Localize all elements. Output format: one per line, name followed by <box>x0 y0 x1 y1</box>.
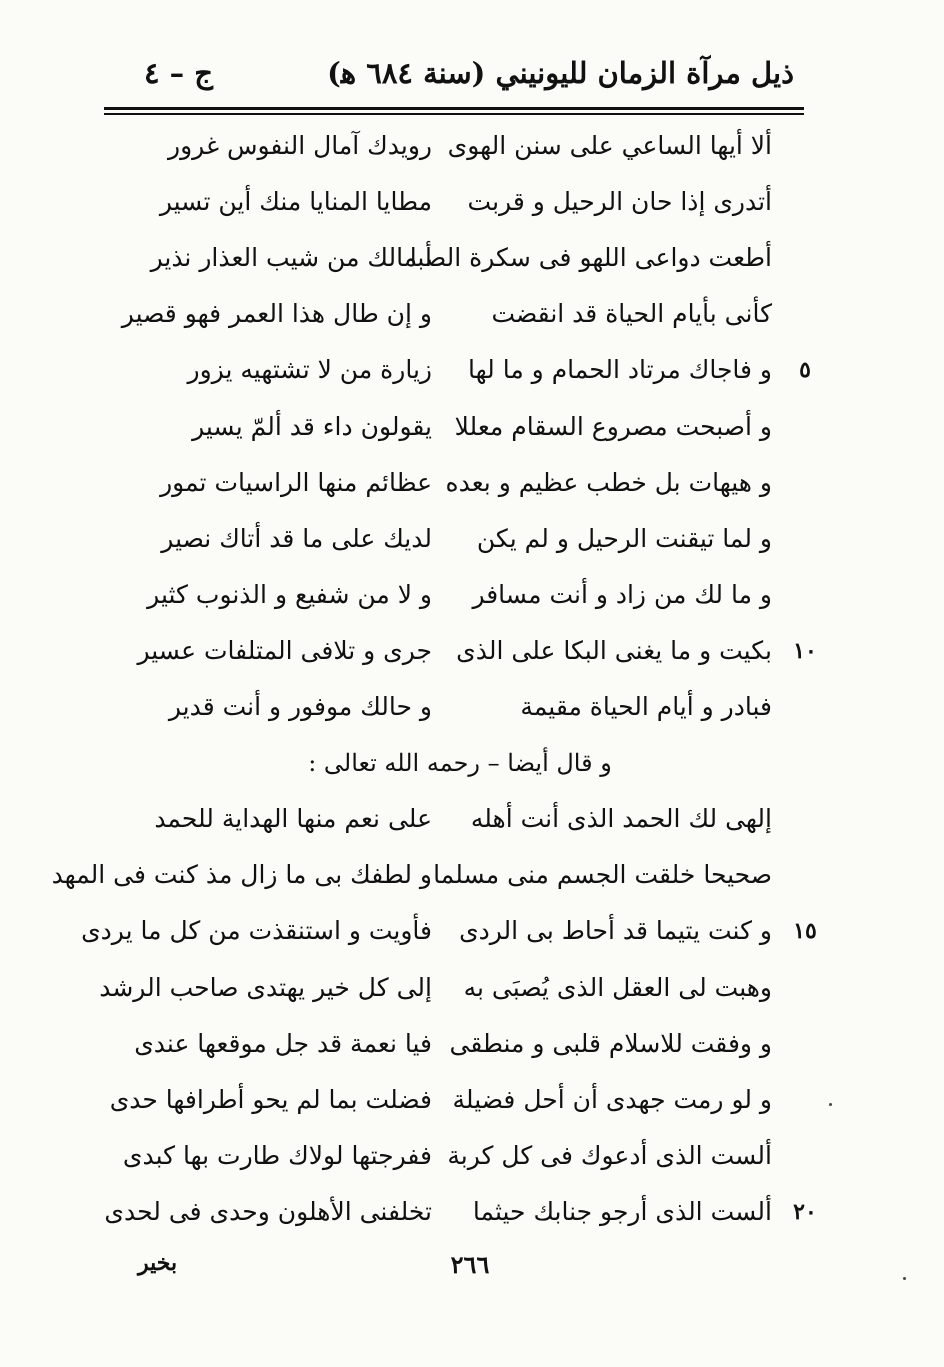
verse-line <box>0 174 944 230</box>
line-number <box>770 511 840 567</box>
second-hemistich: تخلفنى الأهلون وحدى فى لحدى <box>104 1197 432 1226</box>
second-hemistich: فيا نعمة قد جل موقعها عندى <box>134 1029 432 1058</box>
volume-label: ج – ٤ <box>144 56 213 90</box>
second-hemistich: و حالك موفور و أنت قدير <box>168 692 432 721</box>
paper-speck <box>903 1277 906 1280</box>
line-number <box>770 399 840 455</box>
first-hemistich: وهبت لى العقل الذى يُصبَى به <box>463 973 772 1002</box>
first-hemistich: ألست الذى أدعوك فى كل كربة <box>447 1141 772 1170</box>
paper-speck <box>829 1103 832 1106</box>
line-number: ١٥ <box>793 918 817 944</box>
line-number: ٢٠ <box>793 1199 817 1225</box>
verse-line <box>0 399 944 455</box>
verse-line <box>0 511 944 567</box>
second-hemistich: على نعم منها الهداية للحمد <box>154 804 432 833</box>
line-number <box>770 174 840 230</box>
first-hemistich: و ما لك من زاد و أنت مسافر <box>472 580 772 609</box>
verse-line <box>0 118 944 174</box>
first-hemistich: و هيهات بل خطب عظيم و بعده <box>445 468 772 497</box>
first-hemistich: كأنى بأيام الحياة قد انقضت <box>491 299 772 328</box>
line-number <box>770 286 840 342</box>
line-number <box>770 1128 840 1184</box>
verse-line <box>0 679 944 735</box>
verse-line <box>0 1072 944 1128</box>
verse-line <box>0 1016 944 1072</box>
first-hemistich: أتدرى إذا حان الرحيل و قربت <box>467 187 772 216</box>
verse-line <box>0 1184 944 1240</box>
first-hemistich: و كنت يتيما قد أحاط بى الردى <box>459 916 772 945</box>
prose-text: و قال أيضا – رحمه الله تعالى : <box>308 749 612 777</box>
line-number <box>770 679 840 735</box>
second-hemistich: و لا من شفيع و الذنوب كثير <box>147 580 432 609</box>
second-hemistich: جرى و تلافى المتلفات عسير <box>137 636 432 665</box>
second-hemistich: مطايا المنايا منك أين تسير <box>159 187 432 216</box>
header-rule-thin <box>104 113 804 115</box>
first-hemistich: بكيت و ما يغنى البكا على الذى <box>456 636 772 665</box>
first-hemistich: و لو رمت جهدى أن أحل فضيلة <box>452 1085 772 1114</box>
first-hemistich: و وفقت للاسلام قلبى و منطقى <box>449 1029 772 1058</box>
second-hemistich: فأويت و استنقذت من كل ما يردى <box>81 916 432 945</box>
first-hemistich: فبادر و أيام الحياة مقيمة <box>520 692 772 721</box>
verse-line <box>0 623 944 679</box>
line-number <box>770 455 840 511</box>
second-hemistich: إلى كل خير يهتدى صاحب الرشد <box>99 973 432 1002</box>
header-rule <box>104 107 804 110</box>
second-hemistich: و لطفك بى ما زال مذ كنت فى المهد <box>51 860 432 889</box>
verse-line <box>0 960 944 1016</box>
page-number: ٢٦٦ <box>450 1250 490 1279</box>
second-hemistich: ففرجتها لولاك طارت بها كبدى <box>122 1141 432 1170</box>
header-title: ذيل مرآة الزمان لليونيني (سنة ٦٨٤ ﻫ) <box>327 56 794 90</box>
second-hemistich: أ مالك من شيب العذار نذير <box>150 243 432 272</box>
line-number <box>770 1072 840 1128</box>
first-hemistich: و أصبحت مصروع السقام معللا <box>454 412 772 441</box>
second-hemistich: لديك على ما قد أتاك نصير <box>161 524 432 553</box>
second-hemistich: فضلت بما لم يحو أطرافها حدى <box>109 1085 432 1114</box>
verse-line <box>0 230 944 286</box>
line-number <box>770 791 840 847</box>
verse-line <box>0 1128 944 1184</box>
running-header <box>110 48 800 102</box>
line-number <box>770 118 840 174</box>
second-hemistich: زيارة من لا تشتهيه يزور <box>187 355 432 384</box>
first-hemistich: ألست الذى أرجو جنابك حيثما <box>472 1197 772 1226</box>
first-hemistich: إلهى لك الحمد الذى أنت أهله <box>470 804 772 833</box>
line-number: ٥ <box>799 357 811 383</box>
line-number <box>770 567 840 623</box>
first-hemistich: أطعت دواعى اللهو فى سكرة الصبا <box>409 243 772 272</box>
first-hemistich: ألا أيها الساعي على سنن الهوى <box>447 131 772 160</box>
verse-line <box>0 286 944 342</box>
verse-line <box>0 847 944 903</box>
line-number: ١٠ <box>793 638 817 664</box>
verse-line <box>0 455 944 511</box>
line-number <box>770 1016 840 1072</box>
verse-line <box>0 791 944 847</box>
line-number <box>770 847 840 903</box>
prose-line <box>0 735 944 791</box>
verse-line <box>0 903 944 959</box>
second-hemistich: رويدك آمال النفوس غرور <box>168 131 432 160</box>
verse-line <box>0 567 944 623</box>
verse-line <box>0 342 944 398</box>
first-hemistich: و لما تيقنت الرحيل و لم يكن <box>476 524 772 553</box>
line-number <box>770 230 840 286</box>
line-number <box>770 960 840 1016</box>
second-hemistich: عظائم منها الراسيات تمور <box>160 468 432 497</box>
catchword: بخير <box>138 1250 178 1276</box>
first-hemistich: صحيحا خلقت الجسم منى مسلما <box>433 860 772 889</box>
second-hemistich: و إن طال هذا العمر فهو قصير <box>121 299 432 328</box>
second-hemistich: يقولون داء قد ألمّ يسير <box>192 412 432 441</box>
first-hemistich: و فاجاك مرتاد الحمام و ما لها <box>468 355 772 384</box>
